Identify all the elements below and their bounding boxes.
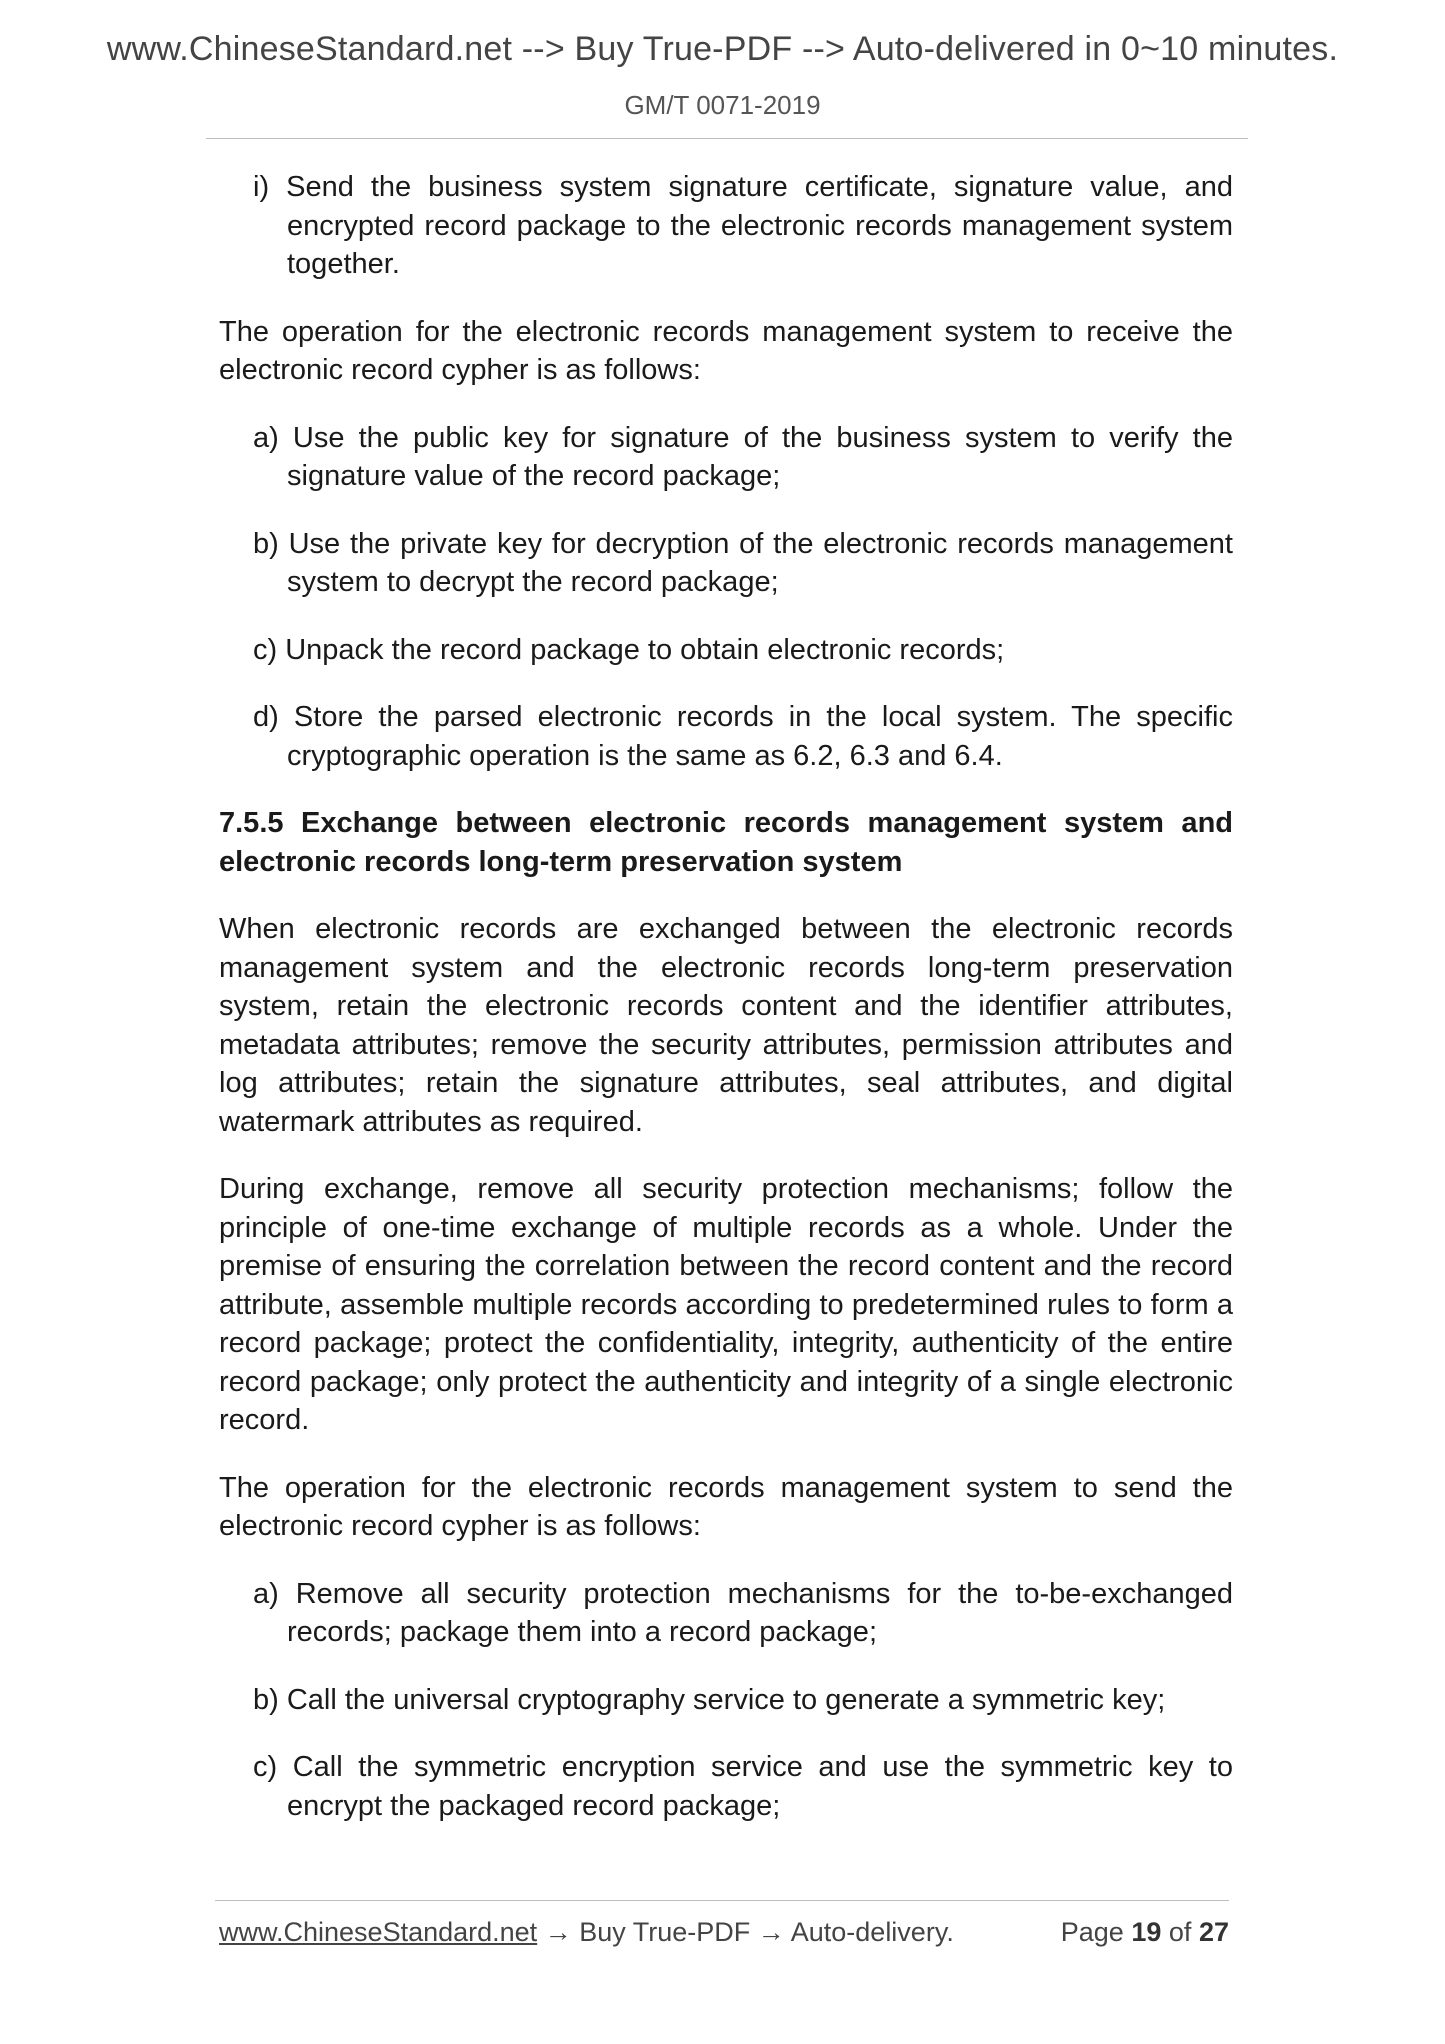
page-label: Page [1060,1917,1124,1947]
receive-step-d: d) Store the parsed electronic records in the local system. The specific cryptographic operation is the same as 6.2, 6.3 and 6.4. [253,701,1233,772]
page-footer [219,1917,1229,1957]
receive-step-c: c) Unpack the record package to obtain electronic records; [253,633,1005,666]
exchange-paragraph-1: When electronic records are exchanged between the electronic records management system and the electronic records long-term preservation system, retain the electronic records content and the identifier attributes, metadata attributes; remove the security attributes, permission attributes and log attributes; retain the signature attributes, seal attributes, and digital watermark attributes as required. [219,913,1233,1138]
list-item-i: i) Send the business system signature certificate, signature value, and encrypted record package to the electronic records management system together. [253,171,1233,280]
page-indicator [1061,1917,1229,1948]
send-step-c: c) Call the symmetric encryption service and use the symmetric key to encrypt the packaged record package; [253,1751,1233,1822]
send-intro-paragraph: The operation for the electronic records management system to send the electronic record cypher is as follows: [219,1471,1233,1542]
footer-promo [219,1917,954,1948]
document-number: GM/T 0071-2019 [624,90,821,120]
footer-tagline: → Buy True-PDF → Auto-delivery. [537,1917,954,1947]
send-step-a: a) Remove all security protection mechanisms for the to-be-exchanged records; package them into a record package; [253,1577,1233,1648]
send-step-b: b) Call the universal cryptography service to generate a symmetric key; [253,1683,1166,1716]
footer-divider [215,1900,1229,1901]
total-pages: 27 [1198,1917,1229,1947]
exchange-paragraph-2: During exchange, remove all security protection mechanisms; follow the principle of one-time exchange of multiple records as a whole. Under the premise of ensuring the correlation between the record content and the record attribute, assemble multiple records according to predetermined rules to form a record package; protect the confidentiality, integrity, authenticity of the entire record package; only protect the authenticity and integrity of a single electronic record. [219,1173,1233,1436]
of-label: of [1168,1917,1192,1947]
receive-step-a: a) Use the public key for signature of the business system to verify the signature value of the record package; [253,421,1233,492]
header-banner: www.ChineseStandard.net --> Buy True-PDF --> Auto-delivered in 0~10 minutes. [106,30,1339,68]
page-body [219,168,1233,1854]
receive-intro-paragraph: The operation for the electronic records management system to receive the electronic record cypher is as follows: [219,315,1233,386]
header-divider [206,138,1248,139]
receive-step-b: b) Use the private key for decryption of the electronic records management system to decrypt the record package; [253,527,1233,598]
footer-site-link[interactable]: www.ChineseStandard.net [219,1917,538,1947]
current-page-number: 19 [1131,1917,1162,1947]
section-heading: 7.5.5 Exchange between electronic records management system and electronic records long-term preservation system [219,807,1233,878]
